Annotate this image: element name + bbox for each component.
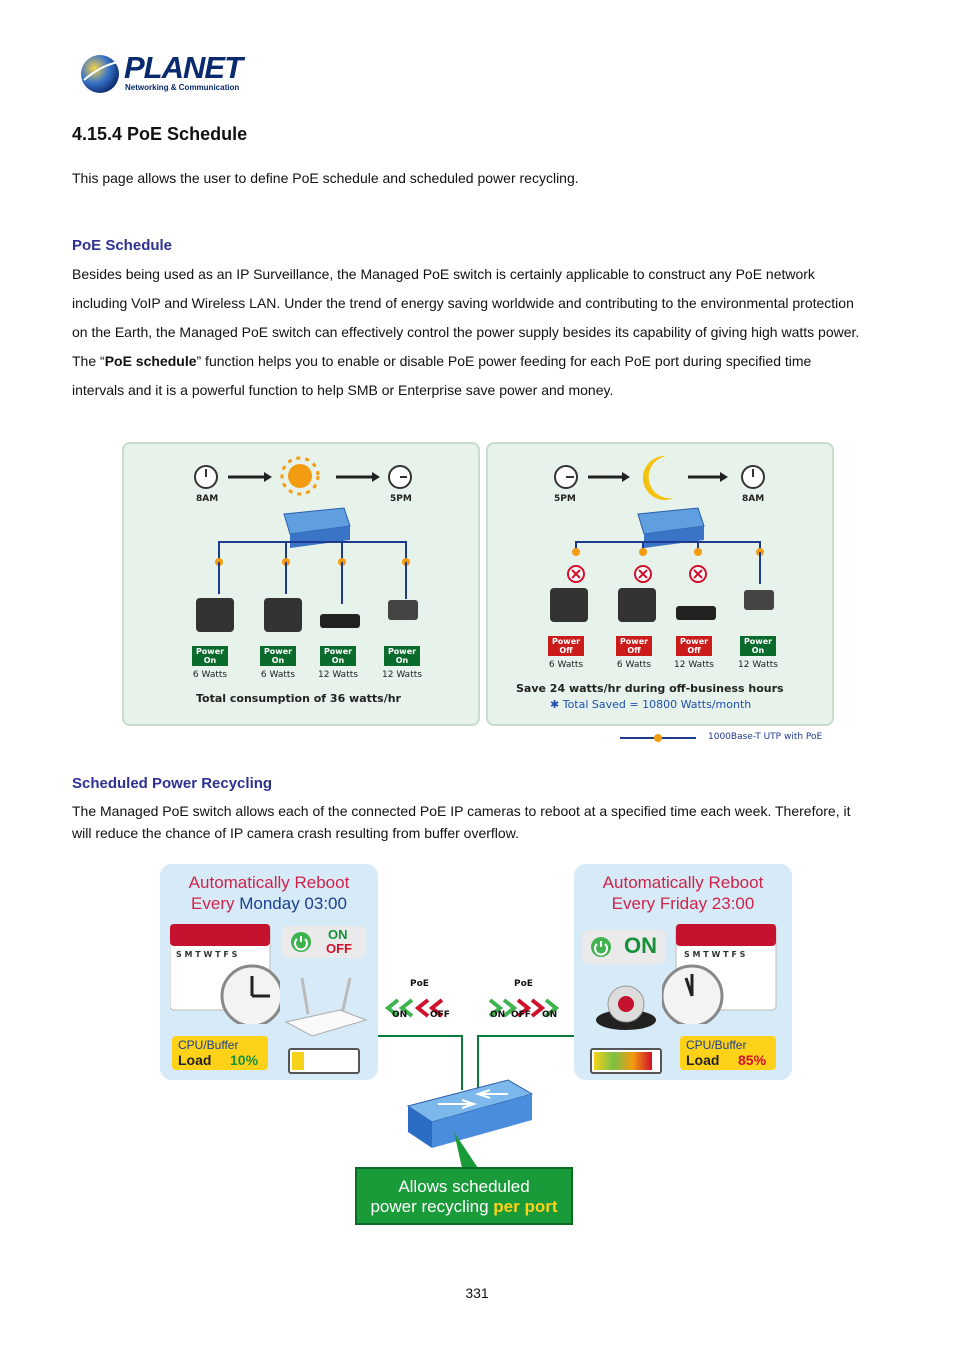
recycling-paragraph: [72, 800, 850, 844]
load-meter: [288, 1048, 360, 1074]
poe-schedule-paragraph: [72, 260, 859, 405]
text-line: on the Earth, the Managed PoE switch can effectively control the power supply besides its capability of giving high watts power.: [72, 324, 860, 340]
legend-label: 1000Base-T UTP with PoE: [708, 732, 823, 742]
on-off-switch: [282, 926, 366, 958]
power-status-badge: Power On: [320, 646, 356, 666]
sun-icon: [282, 458, 318, 494]
poe-schedule-heading: PoE Schedule: [72, 237, 173, 254]
callout-line: [357, 1197, 571, 1217]
weekday-labels: S M T W T F S: [684, 950, 746, 959]
poe-on-label: ON: [542, 1010, 558, 1020]
watts-label: 12 Watts: [738, 660, 778, 670]
text-line: including VoIP and Wireless LAN. Under the trend of energy saving worldwide and contributing to the environmental protection: [72, 295, 854, 311]
poe-label: PoE: [410, 979, 429, 989]
weekday-labels: S M T W T F S: [176, 950, 238, 959]
moon-icon: [643, 456, 674, 500]
daytime-panel: [122, 442, 480, 726]
on-label: ON: [328, 927, 348, 942]
power-status-badge: Power On: [740, 636, 776, 656]
watts-label: 12 Watts: [382, 670, 422, 680]
text-line: Besides being used as an IP Surveillance, the Managed PoE switch is certainly applicable to construct any PoE network: [72, 266, 815, 282]
recycling-heading: Scheduled Power Recycling: [72, 775, 273, 792]
on-label: ON: [624, 933, 657, 958]
ip-phone-icon: [196, 598, 234, 632]
load-value: 10%: [230, 1052, 259, 1068]
calendar-clock-icon: [662, 924, 778, 1024]
poe-off-label: OFF: [511, 1010, 531, 1020]
power-icon: [290, 931, 312, 953]
time-start-label: 5PM: [554, 494, 576, 504]
power-off-icon: [635, 566, 651, 582]
clock-icon: [742, 466, 764, 488]
page-number: 331: [465, 1285, 489, 1301]
legend-line-icon: [620, 731, 700, 745]
callout-emphasis: per port: [493, 1197, 558, 1216]
clock-icon: [389, 466, 411, 488]
reboot-title: Automatically Reboot: [188, 873, 350, 892]
time-end-label: 5PM: [390, 494, 412, 504]
reboot-schedule: [160, 893, 378, 914]
power-status-badge: Power On: [192, 646, 228, 666]
reboot-title: Automatically Reboot: [602, 873, 764, 892]
callout-line: Allows scheduled: [398, 1177, 530, 1196]
planet-logo: [78, 50, 248, 98]
reboot-time: 03:00: [299, 894, 347, 913]
reboot-day: Monday: [239, 894, 300, 913]
text-fragment: ” function helps you to enable or disable PoE power feeding for each PoE port during specified time: [196, 353, 812, 369]
cpu-label: CPU/Buffer: [686, 1038, 747, 1052]
globe-icon: [78, 52, 122, 96]
power-status-badge: Power Off: [676, 636, 712, 656]
savings-summary: Save 24 watts/hr during off-business hours: [516, 682, 784, 695]
wireless-router-icon: [676, 606, 716, 620]
section-title: 4.15.4 PoE Schedule: [72, 124, 248, 144]
poe-on-label: ON: [490, 1010, 506, 1020]
text-line: The Managed PoE switch allows each of the connected PoE IP cameras to reboot at a specified time each week. Therefore, it: [72, 803, 851, 819]
watts-label: 6 Watts: [192, 670, 228, 680]
reboot-schedule: Every Friday 23:00: [611, 894, 755, 913]
speed-dome-camera-icon: [594, 976, 658, 1036]
text-line: [72, 347, 859, 376]
consumption-summary: Total consumption of 36 watts/hr: [196, 692, 401, 705]
cpu-label: CPU/Buffer: [178, 1038, 239, 1052]
wireless-router-icon: [320, 614, 360, 628]
ip-phone-icon: [550, 588, 588, 622]
power-icon: [590, 936, 612, 958]
nighttime-panel: [486, 442, 834, 726]
power-status-badge: Power Off: [548, 636, 584, 656]
poe-on-label: ON: [392, 1010, 408, 1020]
watts-label: 6 Watts: [548, 660, 584, 670]
calendar-clock-icon: [170, 924, 280, 1024]
per-port-callout: [355, 1167, 573, 1225]
total-saved-label: ✱ Total Saved = 10800 Watts/month: [550, 698, 752, 711]
power-status-badge: Power Off: [616, 636, 652, 656]
bold-term: PoE schedule: [104, 353, 197, 369]
ip-phone-icon: [264, 598, 302, 632]
friday-reboot-panel: [574, 864, 792, 1080]
power-off-icon: [690, 566, 706, 582]
load-value: 85%: [738, 1052, 767, 1068]
watts-label: 12 Watts: [318, 670, 358, 680]
ip-phone-icon: [618, 588, 656, 622]
cpu-load-badge: [172, 1036, 268, 1070]
on-switch: [582, 930, 666, 964]
intro-text: This page allows the user to define PoE schedule and scheduled power recycling.: [72, 170, 579, 186]
power-status-badge: Power On: [384, 646, 420, 666]
daytime-diagram: [124, 444, 478, 724]
clock-icon: [555, 466, 577, 488]
load-label: Load: [178, 1052, 212, 1068]
ip-camera-icon: [388, 600, 418, 620]
time-end-label: 8AM: [742, 494, 765, 504]
monday-reboot-panel: [160, 864, 378, 1080]
logo-tagline: Networking & Communication: [125, 83, 240, 92]
text-fragment: Every: [191, 894, 240, 913]
off-label: OFF: [326, 941, 352, 956]
poe-off-label: OFF: [430, 1010, 450, 1020]
text-fragment: The “: [72, 353, 105, 369]
load-meter: [590, 1048, 662, 1074]
load-meter-fill: [292, 1052, 304, 1070]
load-label: Load: [686, 1052, 720, 1068]
watts-label: 6 Watts: [260, 670, 296, 680]
text-fragment: power recycling: [370, 1197, 494, 1216]
logo-wordmark: PLANET: [124, 50, 242, 85]
power-off-icon: [568, 566, 584, 582]
load-meter-fill: [594, 1052, 652, 1070]
poe-label: PoE: [514, 979, 533, 989]
cpu-load-badge: [680, 1036, 776, 1070]
clock-icon: [195, 466, 217, 488]
time-start-label: 8AM: [196, 494, 219, 504]
power-status-badge: Power On: [260, 646, 296, 666]
ip-camera-icon: [744, 590, 774, 610]
text-line: intervals and it is a powerful function to help SMB or Enterprise save power and money.: [72, 382, 614, 398]
wireless-router-icon: [280, 974, 370, 1044]
watts-label: 12 Watts: [674, 660, 714, 670]
text-line: will reduce the chance of IP camera crash resulting from buffer overflow.: [72, 825, 519, 841]
watts-label: 6 Watts: [616, 660, 652, 670]
